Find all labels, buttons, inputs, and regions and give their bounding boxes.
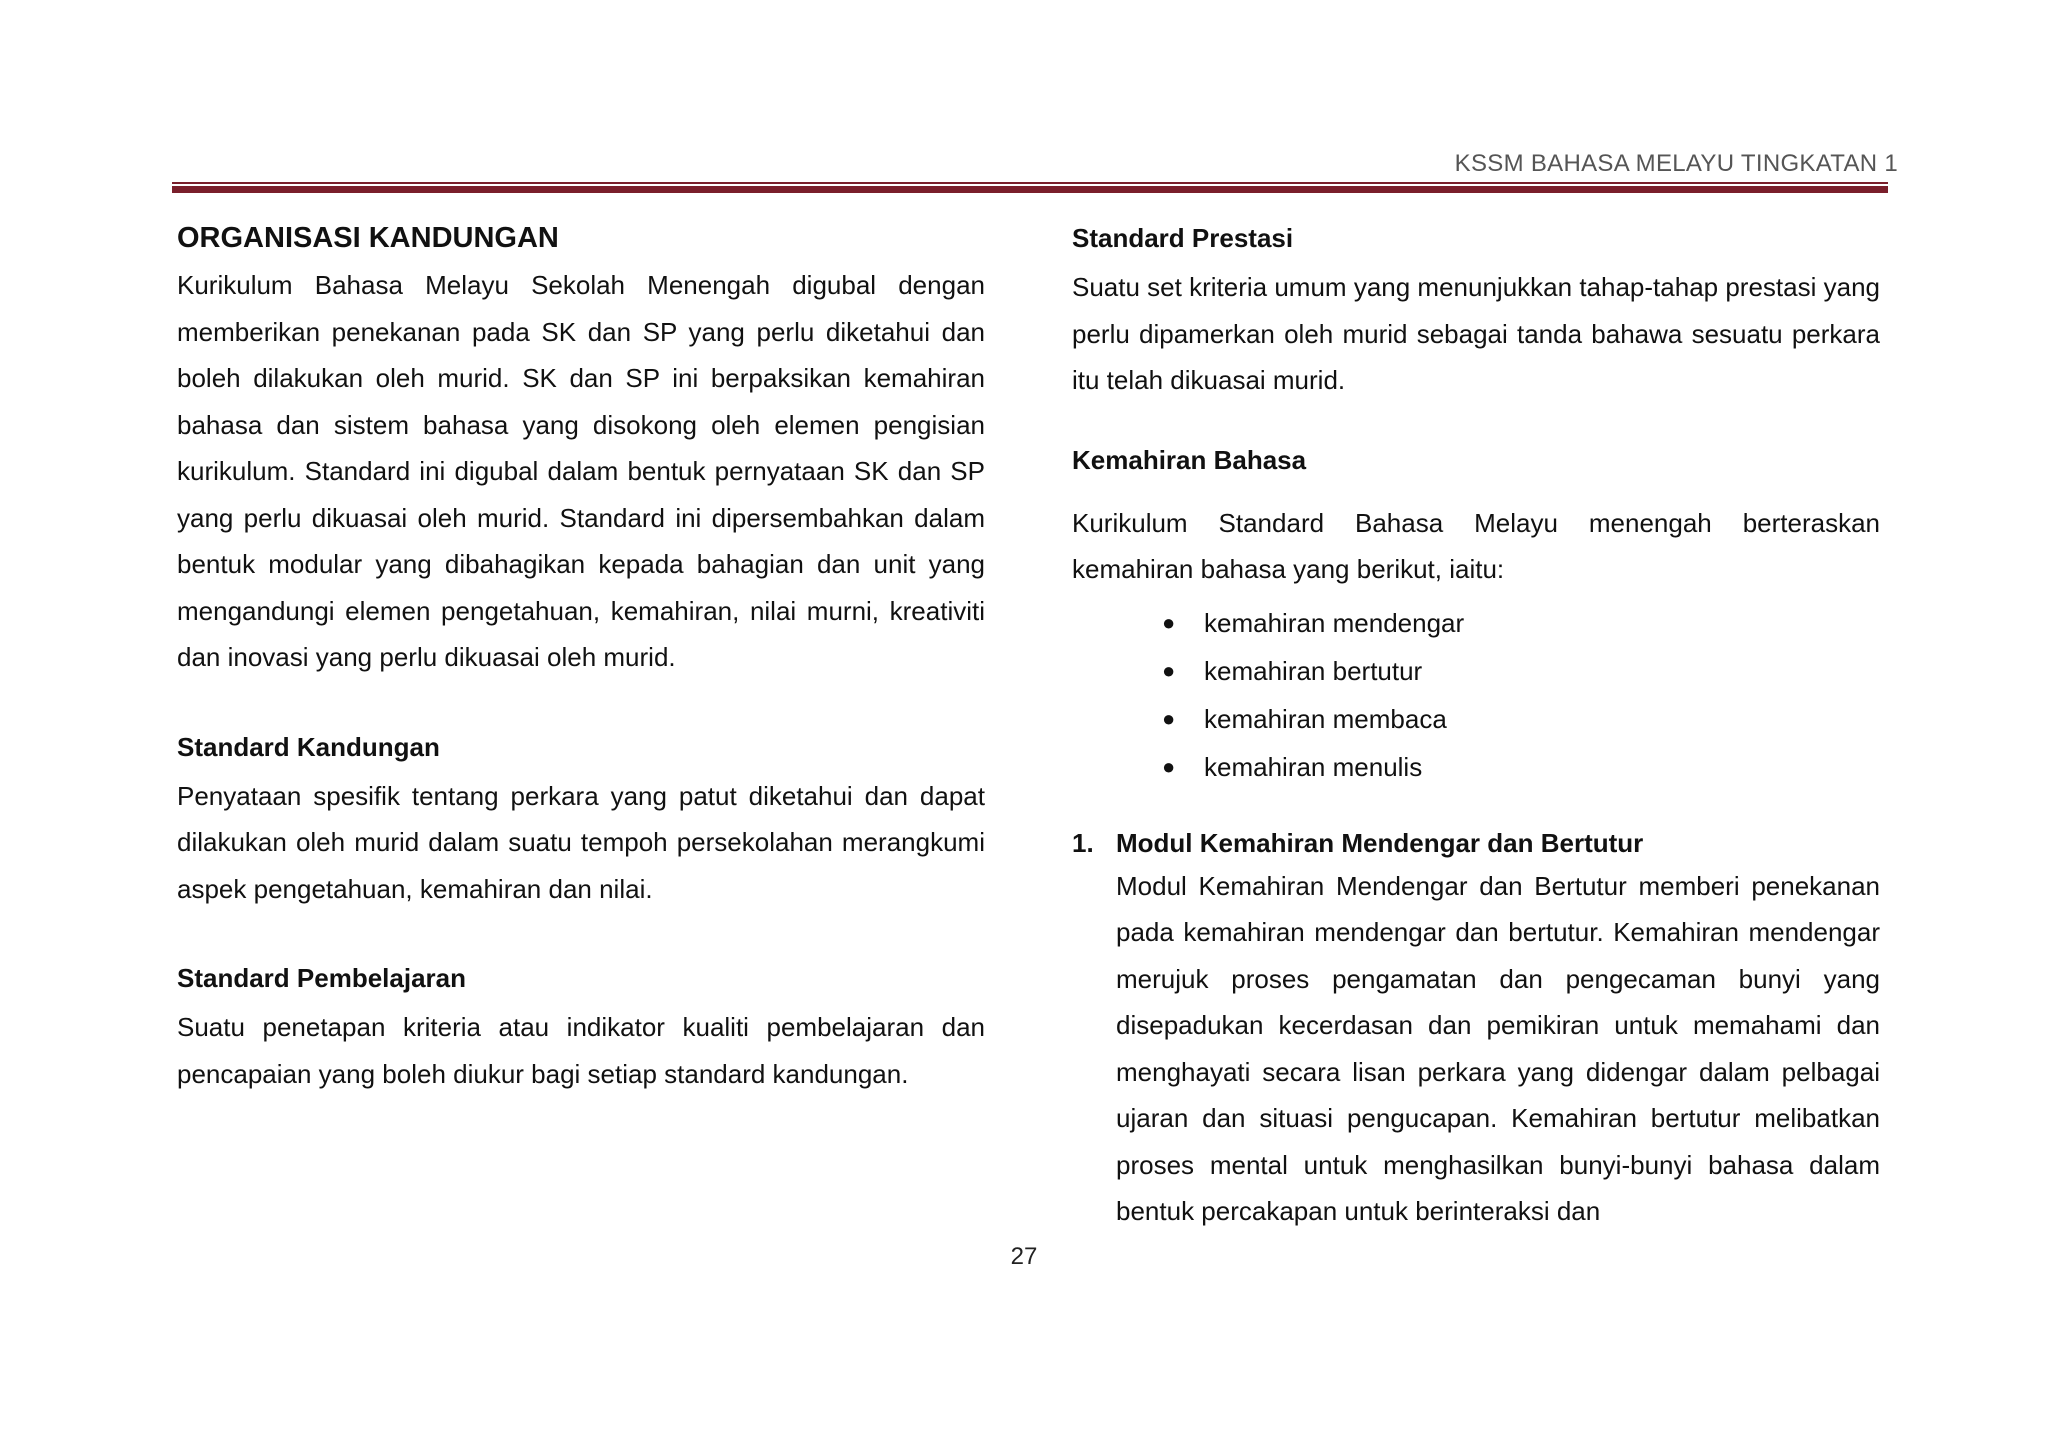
header-title: KSSM BAHASA MELAYU TINGKATAN 1 bbox=[1454, 150, 1898, 177]
section-heading-standard-pembelajaran: Standard Pembelajaran bbox=[177, 963, 466, 993]
section-heading-standard-kandungan: Standard Kandungan bbox=[177, 731, 440, 762]
bullet-icon: ● bbox=[1162, 609, 1176, 635]
standard-pembelajaran-paragraph: Suatu penetapan kriteria atau indikator kualiti pembelajaran dan pencapaian yang boleh diukur bagi setiap standard kandungan. bbox=[177, 1012, 985, 1089]
list-item: ● kemahiran bertutur bbox=[1162, 647, 1880, 695]
standard-prestasi-paragraph: Suatu set kriteria umum yang menunjukkan tahap-tahap prestasi yang perlu dipamerkan oleh murid sebagai tanda bahawa sesuatu perkara itu telah dikuasai murid. bbox=[1072, 272, 1880, 395]
list-item: ● kemahiran mendengar bbox=[1162, 599, 1880, 647]
list-item: ● kemahiran membaca bbox=[1162, 695, 1880, 743]
module-title: Modul Kemahiran Mendengar dan Bertutur bbox=[1116, 827, 1644, 858]
section-heading-organisasi: ORGANISASI KANDUNGAN bbox=[177, 222, 559, 254]
intro-paragraph: Kurikulum Bahasa Melayu Sekolah Menengah digubal dengan memberikan penekanan pada SK dan SP yang perlu diketahui dan boleh dilakukan oleh murid. SK dan SP ini berpaksikan kemahiran bahasa dan sistem bahasa yang disokong oleh elemen pengisian kurikulum. Standard ini digubal dalam bentuk pernyataan SK dan SP yang perlu dikuasai oleh murid. Standard ini dipersembahkan dalam bentuk modular yang dibahagikan kepada bahagian dan unit yang mengandungi elemen pengetahuan, kemahiran, nilai murni, kreativiti dan inovasi yang perlu dikuasai oleh murid. bbox=[177, 270, 985, 672]
module-number: 1. bbox=[1072, 827, 1094, 858]
bullet-icon: ● bbox=[1162, 657, 1176, 683]
left-column bbox=[177, 218, 985, 1097]
kemahiran-bahasa-paragraph: Kurikulum Standard Bahasa Melayu menengah berteraskan kemahiran bahasa yang berikut, iaitu: bbox=[1072, 507, 1880, 584]
section-heading-standard-prestasi: Standard Prestasi bbox=[1072, 223, 1294, 253]
standard-kandungan-paragraph: Penyataan spesifik tentang perkara yang patut diketahui dan dapat dilakukan oleh murid dalam suatu tempoh persekolahan merangkumi aspek pengetahuan, kemahiran dan nilai. bbox=[177, 780, 985, 904]
kemahiran-list bbox=[1162, 599, 1880, 791]
bullet-icon: ● bbox=[1162, 753, 1176, 779]
bullet-icon: ● bbox=[1162, 705, 1176, 731]
module-heading bbox=[1072, 823, 1880, 863]
header-rule-thin bbox=[172, 182, 1888, 184]
page-number: 27 bbox=[1010, 1243, 1038, 1270]
list-item: ● kemahiran menulis bbox=[1162, 743, 1880, 791]
right-column bbox=[1072, 218, 1880, 1235]
module-paragraph: Modul Kemahiran Mendengar dan Bertutur memberi penekanan pada kemahiran mendengar dan bertutur. Kemahiran mendengar merujuk proses pengamatan dan pengecaman bunyi yang disepadukan kecerdasan dan pemikiran untuk memahami dan menghayati secara lisan perkara yang didengar dalam pelbagai ujaran dan situasi pengucapan. Kemahiran bertutur melibatkan proses mental untuk menghasilkan bunyi-bunyi bahasa dalam bentuk percakapan untuk berinteraksi dan bbox=[1116, 870, 1880, 1226]
header-rule-thick bbox=[172, 186, 1888, 193]
section-heading-kemahiran-bahasa: Kemahiran Bahasa bbox=[1072, 444, 1307, 475]
